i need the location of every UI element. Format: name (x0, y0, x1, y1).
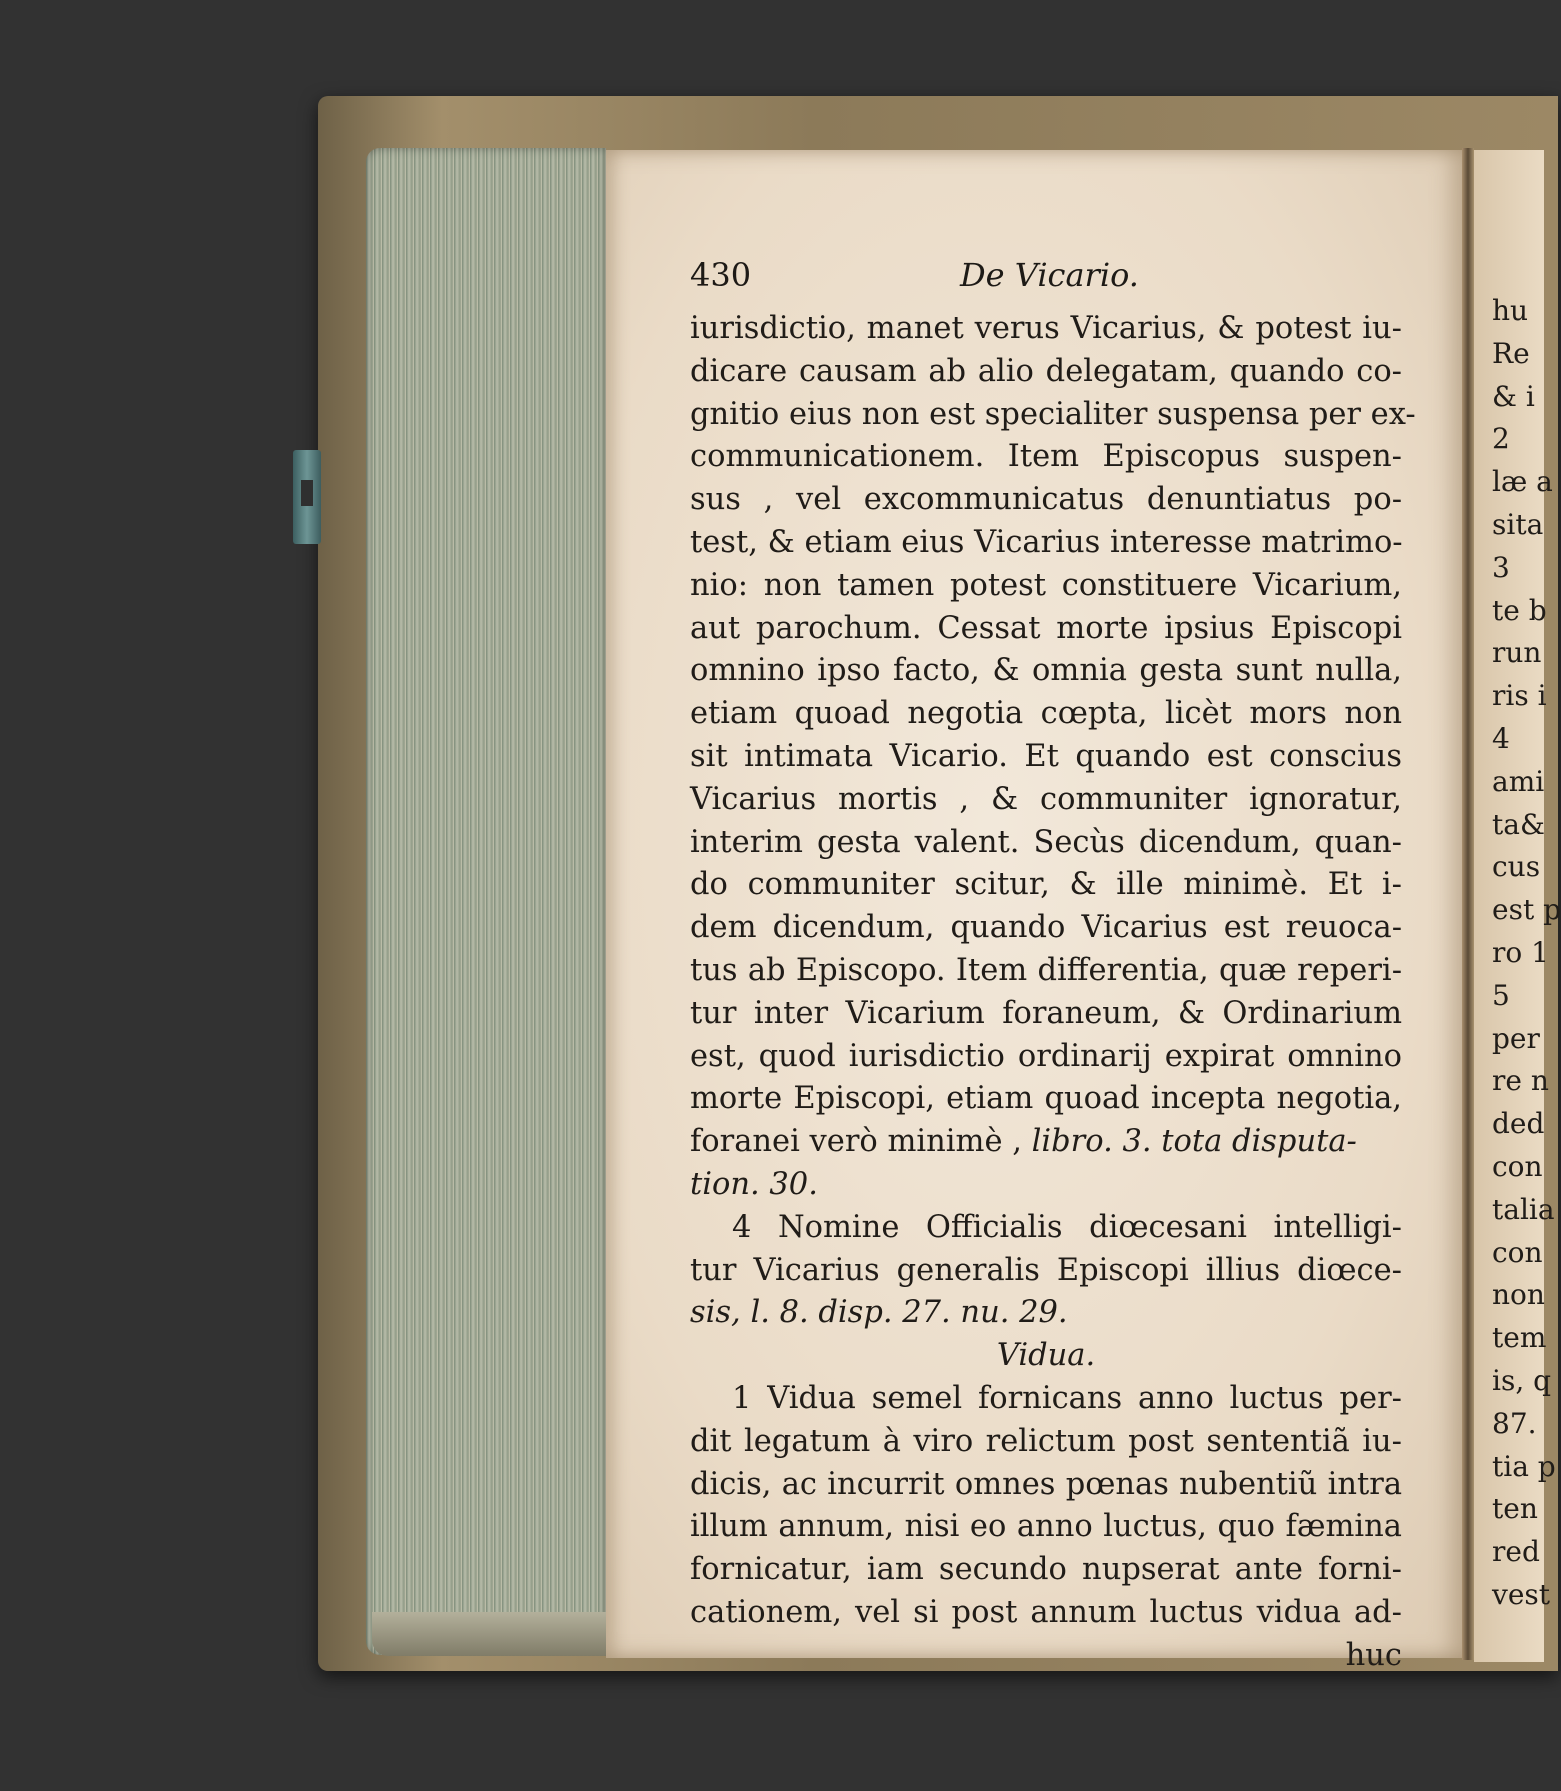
facing-line: red (1492, 1535, 1540, 1569)
text-line: tur inter Vicarium foraneum, & Ordinarium (690, 995, 1402, 1031)
text-line: 4 Nomine Officialis diœcesani intelligi- (732, 1209, 1402, 1245)
facing-line: tem (1492, 1321, 1547, 1355)
facing-line: 3 (1492, 550, 1510, 584)
facing-line: ded (1492, 1107, 1545, 1141)
facing-page-text (1492, 290, 1561, 1617)
text-line: dicare causam ab alio delegatam, quando co- (690, 353, 1402, 389)
page-body (690, 308, 1416, 1678)
text-line: est, quod iurisdictio ordinarij expirat omnino (690, 1038, 1402, 1074)
facing-line: ten (1492, 1492, 1538, 1526)
text-line: omnino ipso facto, & omnia gesta sunt nulla, (690, 653, 1402, 689)
facing-line: con (1492, 1235, 1543, 1269)
facing-line: ta& (1492, 807, 1545, 841)
facing-line: is, q (1492, 1363, 1552, 1397)
facing-line: run (1492, 636, 1542, 670)
catchword: huc (1345, 1637, 1402, 1673)
facing-line: per (1492, 1021, 1540, 1055)
text-line: etiam quoad negotia cœpta, licèt mors non (690, 696, 1402, 732)
facing-line: ro 1 (1492, 935, 1549, 969)
facing-line: Re (1492, 336, 1530, 370)
facing-line: 4 (1492, 721, 1510, 755)
facing-line: 5 (1492, 978, 1510, 1012)
facing-line: vest (1492, 1577, 1551, 1611)
text-line: gnitio eius non est specialiter suspensa per ex- (690, 396, 1416, 432)
page-number: 430 (690, 256, 752, 294)
citation: libro. 3. tota disputa- (1031, 1124, 1357, 1160)
text-line: sus , vel excommunicatus denuntiatus po- (690, 482, 1402, 518)
page-edges-bottom (372, 1612, 606, 1656)
facing-line: non (1492, 1278, 1545, 1312)
facing-line: 2 (1492, 422, 1510, 456)
facing-line: 87. (1492, 1406, 1537, 1440)
citation-end: tion. 30. (690, 1166, 818, 1202)
facing-line: hu (1492, 294, 1529, 327)
text-line: dicis, ac incurrit omnes pœnas nubentiũ intra (690, 1466, 1402, 1502)
facing-line: ris i (1492, 679, 1547, 713)
facing-line: sita (1492, 507, 1544, 541)
book-gutter (1462, 148, 1474, 1660)
text-line: 1 Vidua semel fornicans anno luctus per- (732, 1380, 1402, 1416)
text-line: tus ab Episcopo. Item differentia, quæ reperi- (690, 952, 1402, 988)
text-line: do communiter scitur, & ille minimè. Et i- (690, 867, 1402, 903)
section-heading: Vidua. (996, 1338, 1096, 1374)
running-head: De Vicario. (960, 256, 1139, 294)
text-line: sit intimata Vicario. Et quando est conscius (690, 738, 1402, 774)
facing-line: læ a (1492, 465, 1553, 499)
citation: sis, l. 8. disp. 27. nu. 29. (690, 1295, 1068, 1331)
facing-line: & i (1492, 379, 1535, 413)
text-line: morte Episcopi, etiam quoad incepta negotia, (690, 1081, 1402, 1117)
facing-line: con (1492, 1149, 1543, 1183)
facing-line: tia p (1492, 1449, 1556, 1483)
text-line: communicationem. Item Episcopus suspen- (690, 439, 1402, 475)
text-line: iurisdictio, manet verus Vicarius, & potest iu- (690, 311, 1402, 346)
text-line: tur Vicarius generalis Episcopi illius diœce- (690, 1252, 1402, 1288)
text-line: interim gesta valent. Secùs dicendum, quan- (690, 824, 1402, 860)
text-line: aut parochum. Cessat morte ipsius Episcopi (690, 610, 1402, 646)
text-line-with-citation (690, 1121, 1402, 1164)
text-segment: foranei verò minimè , (690, 1124, 1022, 1160)
facing-line: cus (1492, 850, 1541, 884)
text-line: test, & etiam eius Vicarius interesse matrimo- (690, 524, 1403, 560)
page-edges (366, 148, 606, 1655)
facing-line: est p (1492, 893, 1561, 927)
facing-line: re n (1492, 1064, 1549, 1098)
facing-line: ami (1492, 764, 1545, 798)
page-header (690, 256, 1390, 302)
text-line: Vicarius mortis , & communiter ignoratur, (690, 781, 1402, 817)
text-line: nio: non tamen potest constituere Vicarium, (690, 567, 1402, 603)
text-line: illum annum, nisi eo anno luctus, quo fæmina (690, 1509, 1402, 1545)
facing-line: te b (1492, 593, 1547, 627)
text-line: dem dicendum, quando Vicarius est reuoca- (690, 910, 1402, 946)
facing-line: talia (1492, 1192, 1555, 1226)
text-line: fornicatur, iam secundo nupserat ante forni- (690, 1552, 1402, 1588)
text-line: dit legatum à viro relictum post sententiã iu- (690, 1423, 1402, 1459)
clasp-notch (301, 480, 313, 506)
text-line: cationem, vel si post annum luctus vidua ad- (690, 1594, 1402, 1630)
